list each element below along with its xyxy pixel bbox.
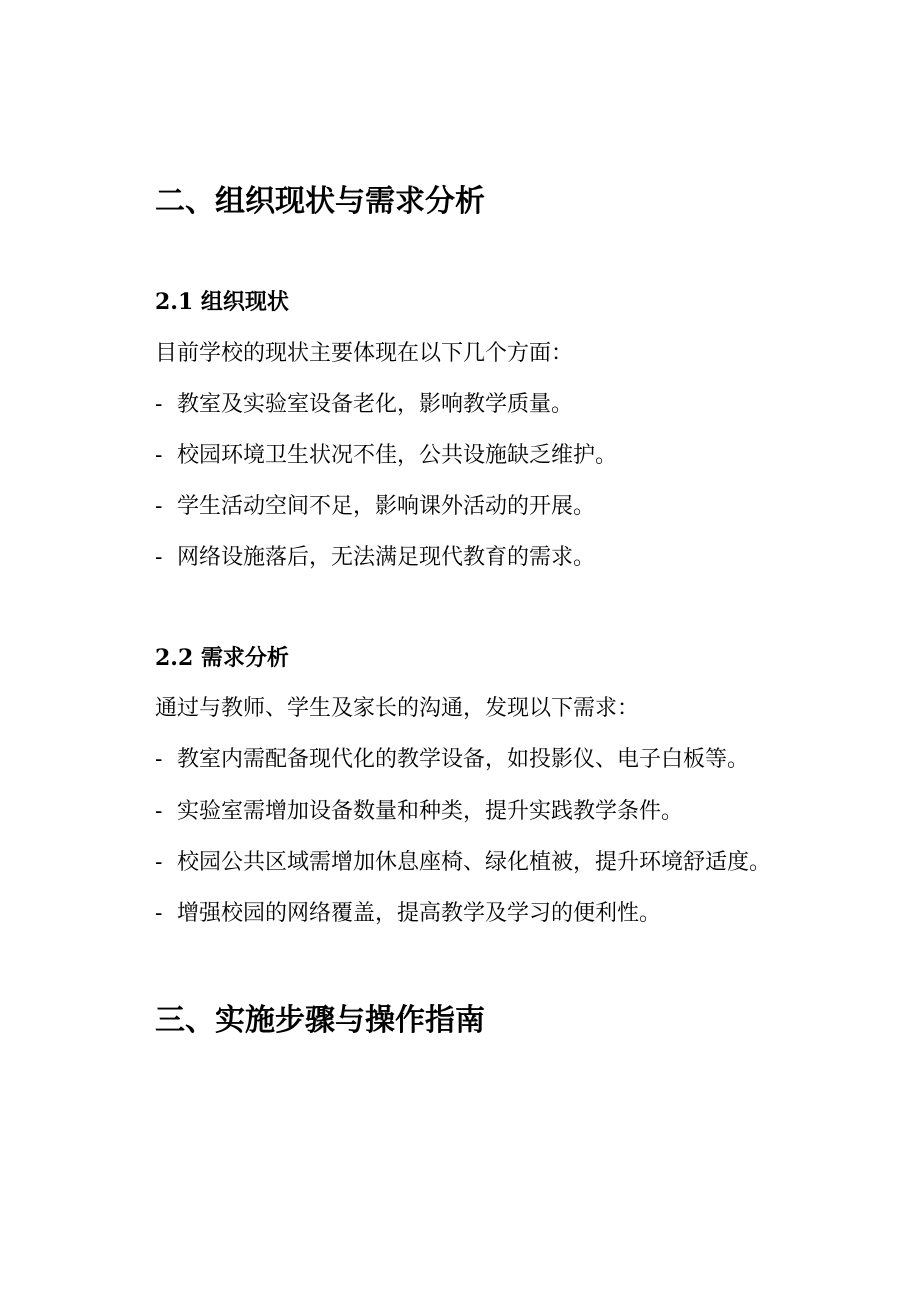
list-item (155, 745, 749, 775)
bullet-dash: - (155, 747, 163, 772)
section-2-heading: 二、组织现状与需求分析 (155, 184, 485, 219)
list-item (155, 390, 573, 420)
list-item-text: 教室内需配备现代化的教学设备，如投影仪、电子白板等。 (177, 747, 750, 772)
subsection-2-1-intro: 目前学校的现状主要体现在以下几个方面： (155, 341, 574, 366)
bullet-dash: - (155, 443, 163, 468)
bullet-dash: - (155, 850, 163, 875)
subsection-2-2-intro: 通过与教师、学生及家长的沟通，发现以下需求： (155, 696, 640, 721)
bullet-dash: - (155, 392, 163, 417)
bullet-dash: - (155, 799, 163, 824)
list-item-text: 增强校园的网络覆盖，提高教学及学习的便利性。 (177, 901, 662, 926)
list-item-text: 校园环境卫生状况不佳，公共设施缺乏维护。 (177, 443, 618, 468)
list-item (155, 543, 595, 573)
bullet-dash: - (155, 901, 163, 926)
list-item-text: 教室及实验室设备老化，影响教学质量。 (177, 392, 574, 417)
list-item-text: 学生活动空间不足，影响课外活动的开展。 (177, 494, 596, 519)
list-item-text: 校园公共区域需增加休息座椅、绿化植被，提升环境舒适度。 (177, 850, 772, 875)
bullet-dash: - (155, 494, 163, 519)
section-3-heading: 三、实施步骤与操作指南 (155, 1003, 485, 1038)
list-item (155, 492, 595, 522)
list-item-text: 实验室需增加设备数量和种类，提升实践教学条件。 (177, 799, 684, 824)
bullet-dash: - (155, 545, 163, 570)
list-item-text: 网络设施落后，无法满足现代教育的需求。 (177, 545, 596, 570)
subsection-2-1-heading: 2.1 组织现状 (155, 289, 289, 315)
list-item (155, 848, 771, 878)
list-item (155, 899, 661, 929)
list-item (155, 441, 617, 471)
subsection-2-2-heading: 2.2 需求分析 (155, 645, 289, 671)
list-item (155, 797, 683, 827)
